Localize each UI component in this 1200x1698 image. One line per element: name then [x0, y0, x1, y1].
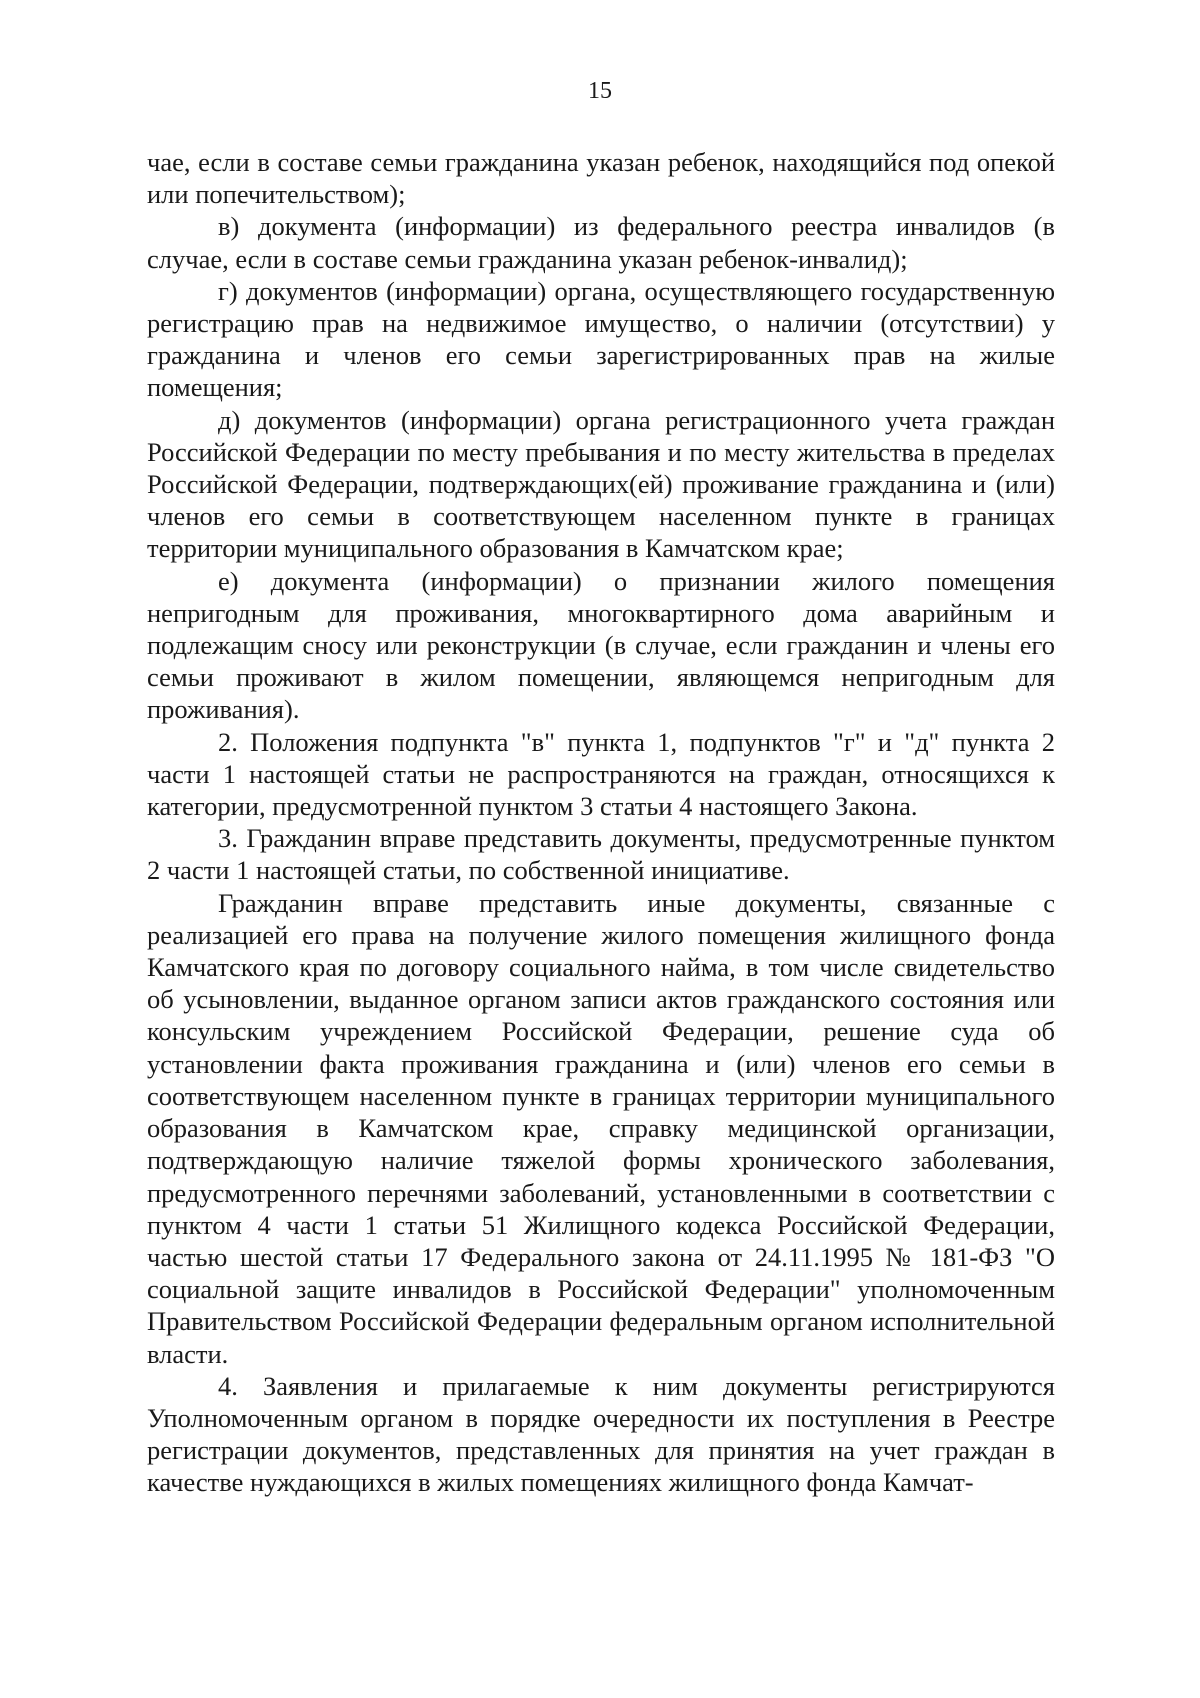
paragraph-clause-3: 3. Гражданин вправе представить документы, предусмотренные пунктом 2 части 1 настоящей статьи, по собственной инициативе.	[147, 823, 1055, 886]
paragraph-item-e: е) документа (информации) о признании жилого помещения непригодным для проживания, многоквартирного дома аварийным и подлежащим сносу или реконструкции (в случае, если гражданин и члены его семьи проживают в жилом помещении, являющемся непригодным для проживания).	[147, 565, 1055, 725]
document-body	[147, 146, 1055, 1499]
paragraph-clause-4: 4. Заявления и прилагаемые к ним документы регистрируются Уполномоченным органом в порядке очередности их поступления в Реестре регистрации документов, представленных для принятия на учет граждан в качестве нуждающихся в жилых помещениях жилищного фонда Камчат-	[147, 1370, 1055, 1498]
paragraph-item-d: д) документов (информации) органа регистрационного учета граждан Российской Федерации по месту пребывания и по месту жительства в пределах Российской Федерации, подтверждающих(ей) проживание гражданина и (или) членов его семьи в соответствующем населенном пункте в границах территории муниципального образования в Камчатском крае;	[147, 404, 1055, 564]
paragraph-other-documents: Гражданин вправе представить иные документы, связанные с реализацией его права на получение жилого помещения жилищного фонда Камчатского края по договору социального найма, в том числе свидетельство об усыновлении, выданное органом записи актов гражданского состояния или консульским учреждением Российской Федерации, решение суда об установлении факта проживания гражданина и (или) членов его семьи в соответствующем населенном пункте в границах территории муниципального образования в Камчатском крае, справку медицинской организации, подтверждающую наличие тяжелой формы хронического заболевания, предусмотренного перечнями заболеваний, установленными в соответствии с пунктом 4 части 1 статьи 51 Жилищного кодекса Российской Федерации, частью шестой статьи 17 Федерального закона от 24.11.1995 № 181-ФЗ "О социальной защите инвалидов в Российской Федерации" уполномоченным Правительством Российской Федерации федеральным органом исполнительной власти.	[147, 887, 1055, 1369]
paragraph-clause-2: 2. Положения подпункта "в" пункта 1, подпунктов "г" и "д" пункта 2 части 1 настоящей статьи не распространяются на граждан, относящихся к категории, предусмотренной пунктом 3 статьи 4 настоящего Закона.	[147, 726, 1055, 822]
paragraph-continuation: чае, если в составе семьи гражданина указан ребенок, находящийся под опекой или попечительством);	[147, 147, 1055, 210]
page-number: 15	[588, 78, 612, 104]
paragraph-item-v: в) документа (информации) из федерального реестра инвалидов (в случае, если в составе семьи гражданина указан ребенок-инвалид);	[147, 211, 1055, 274]
paragraph-item-g: г) документов (информации) органа, осуществляющего государственную регистрацию прав на недвижимое имущество, о наличии (отсутствии) у гражданина и членов его семьи зарегистрированных прав на жилые помещения;	[147, 275, 1055, 403]
